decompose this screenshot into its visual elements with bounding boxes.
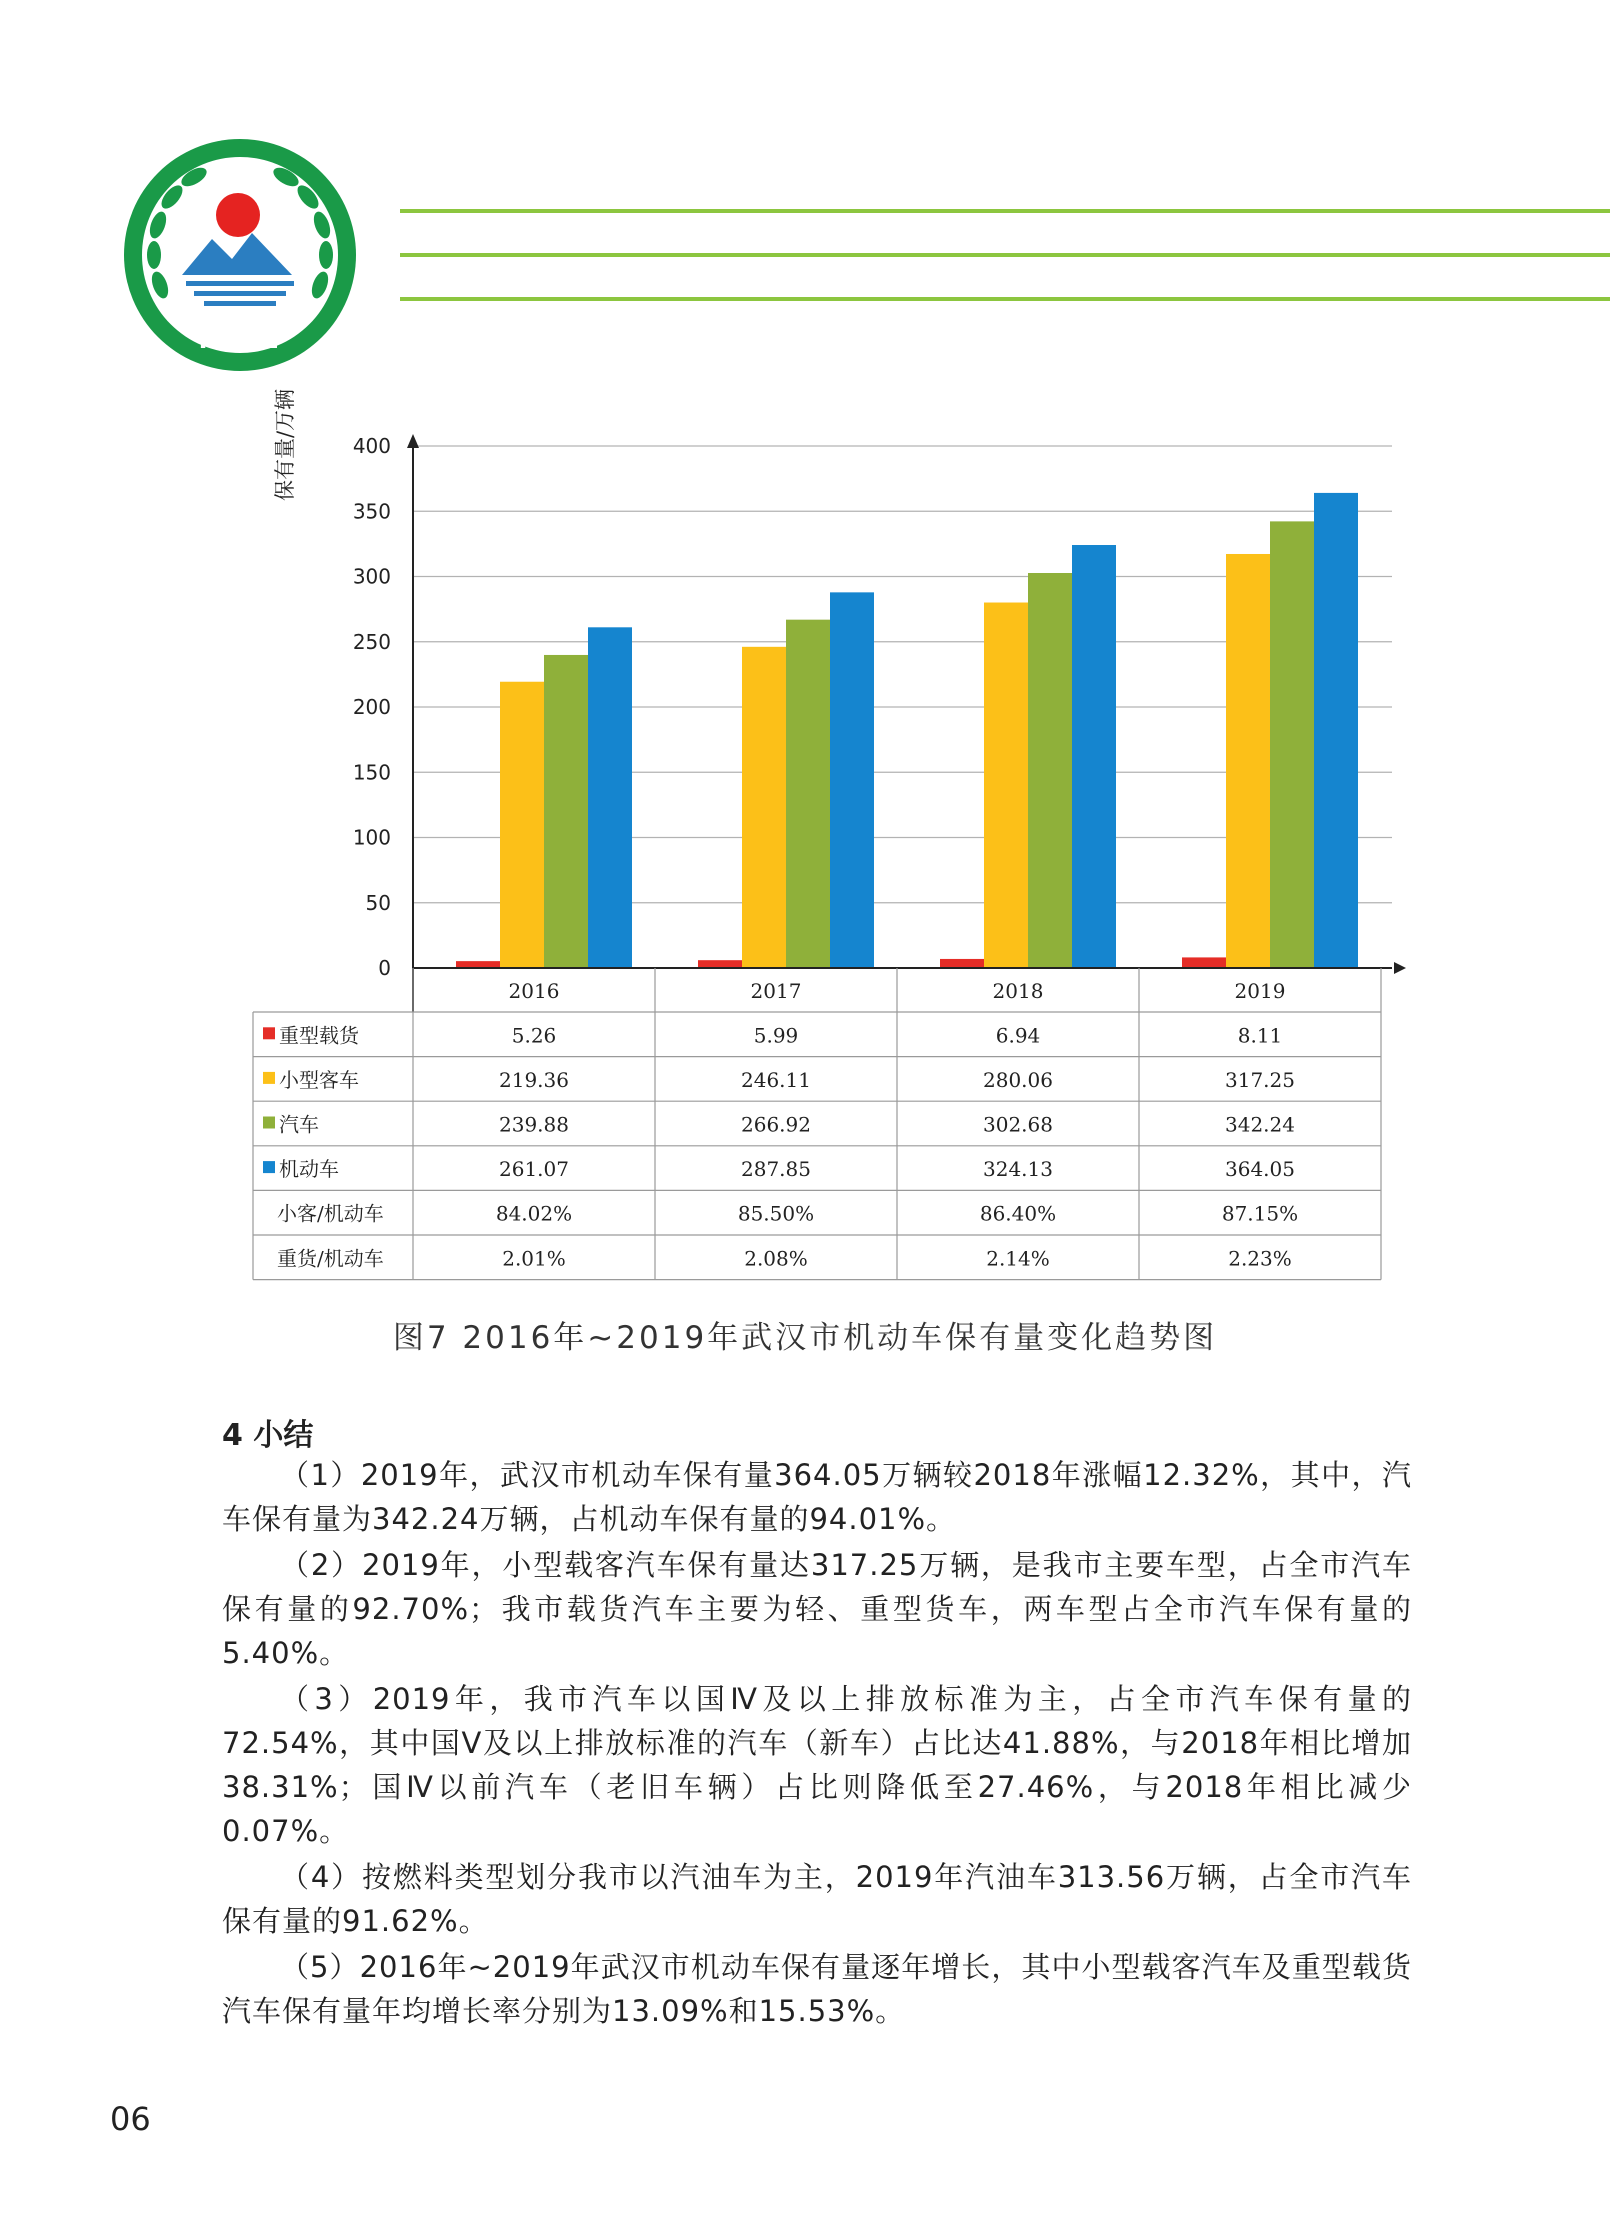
legend-swatch-icon (263, 1072, 275, 1084)
y-tick-label: 400 (352, 434, 391, 458)
paragraph-1: （1）2019年，武汉市机动车保有量364.05万辆较2018年涨幅12.32%，其中，汽车保有量为342.24万辆，占机动车保有量的94.01%。 (222, 1458, 1412, 1536)
y-tick-label: 250 (352, 629, 391, 654)
data-label: 6.94 (995, 1023, 1041, 1048)
data-label: 85.50% (737, 1201, 815, 1226)
legend-label: 机动车 (279, 1157, 339, 1182)
bar-2019-4 (1314, 493, 1358, 968)
legend-swatch-icon (263, 1117, 275, 1129)
x-tick-label: 2019 (1234, 979, 1286, 1003)
data-label: 261.07 (499, 1157, 569, 1182)
y-tick-label: 300 (352, 564, 391, 589)
x-tick-label: 2018 (992, 979, 1044, 1003)
bar-2019-3 (1270, 521, 1314, 968)
data-label: 342.24 (1225, 1112, 1295, 1137)
data-label: 246.11 (741, 1067, 811, 1092)
data-label: 219.36 (499, 1067, 569, 1092)
legend-swatch-icon (263, 1027, 275, 1039)
data-label: 2.01% (502, 1246, 566, 1271)
data-label: 87.15% (1221, 1201, 1299, 1226)
page-number: 06 (110, 2100, 151, 2138)
x-tick-label: 2016 (508, 979, 560, 1003)
paragraph-3: （3）2019年，我市汽车以国Ⅳ及以上排放标准为主，占全市汽车保有量的72.54%，其中国Ⅴ及以上排放标准的汽车（新车）占比达41.88%，与2018年相比增加38.31%；国Ⅳ以前汽车（老旧车辆）占比则降低至27.46%，与2018年相比减少0.07%。 (222, 1682, 1412, 1848)
y-tick-label: 350 (352, 499, 391, 524)
y-axis-label: 保有量/万辆 (273, 388, 297, 502)
legend-label: 重型载货 (279, 1023, 359, 1048)
data-label: 8.11 (1237, 1023, 1283, 1048)
bar-2018-2 (984, 603, 1028, 968)
bar-2018-3 (1028, 573, 1072, 968)
figure-caption: 图7 2016年~2019年武汉市机动车保有量变化趋势图 (392, 1320, 1218, 1356)
bar-2017-4 (830, 592, 874, 968)
data-label: 280.06 (983, 1067, 1053, 1092)
data-label: 86.40% (979, 1201, 1057, 1226)
data-label: 5.99 (753, 1023, 799, 1048)
bar-2016-4 (588, 627, 632, 968)
paragraph-5: （5）2016年~2019年武汉市机动车保有量逐年增长，其中小型载客汽车及重型载货汽车保有量年均增长率分别为13.09%和15.53%。 (222, 1950, 1412, 2028)
legend-swatch-icon (263, 1161, 275, 1173)
bar-2017-2 (742, 647, 786, 968)
data-label: 266.92 (741, 1112, 811, 1137)
x-axis-arrow-icon (1394, 962, 1406, 974)
bar-2016-2 (500, 682, 544, 968)
x-tick-label: 2017 (750, 979, 802, 1003)
y-tick-label: 100 (352, 825, 391, 850)
data-label: 364.05 (1225, 1157, 1295, 1182)
data-label: 287.85 (741, 1157, 811, 1182)
data-label: 84.02% (495, 1201, 573, 1226)
y-tick-label: 200 (352, 695, 391, 719)
bar-2016-3 (544, 655, 588, 968)
bar-2016-1 (456, 961, 500, 968)
legend-label: 小客/机动车 (277, 1201, 384, 1226)
bar-2018-1 (940, 959, 984, 968)
data-label: 324.13 (983, 1157, 1053, 1182)
data-label: 239.88 (499, 1112, 569, 1137)
legend-label: 重货/机动车 (277, 1246, 384, 1271)
data-label: 302.68 (983, 1112, 1053, 1137)
y-axis-arrow-icon (407, 434, 419, 448)
y-tick-label: 50 (365, 890, 391, 915)
bar-2017-1 (698, 960, 742, 968)
y-tick-label: 150 (352, 760, 391, 785)
bar-2019-2 (1226, 554, 1270, 968)
logo-text: MEE (198, 318, 282, 356)
legend-label: 小型客车 (279, 1067, 359, 1092)
y-tick-label: 0 (378, 956, 391, 980)
section-title: 4 小结 (222, 1418, 314, 1453)
section-body (222, 1453, 1412, 2035)
data-label: 2.14% (986, 1246, 1050, 1271)
data-label: 2.08% (744, 1246, 808, 1271)
paragraph-4: （4）按燃料类型划分我市以汽油车为主，2019年汽油车313.56万辆，占全市汽车保有量的91.62%。 (222, 1860, 1412, 1938)
bar-2017-3 (786, 620, 830, 968)
data-label: 2.23% (1228, 1246, 1292, 1271)
bar-2019-1 (1182, 957, 1226, 968)
data-label: 5.26 (511, 1023, 557, 1048)
data-label: 317.25 (1225, 1067, 1295, 1092)
bar-2018-4 (1072, 545, 1116, 968)
paragraph-2: （2）2019年，小型载客汽车保有量达317.25万辆，是我市主要车型，占全市汽车保有量的92.70%；我市载货汽车主要为轻、重型货车，两车型占全市汽车保有量的5.40%。 (222, 1548, 1412, 1670)
legend-label: 汽车 (279, 1112, 319, 1137)
